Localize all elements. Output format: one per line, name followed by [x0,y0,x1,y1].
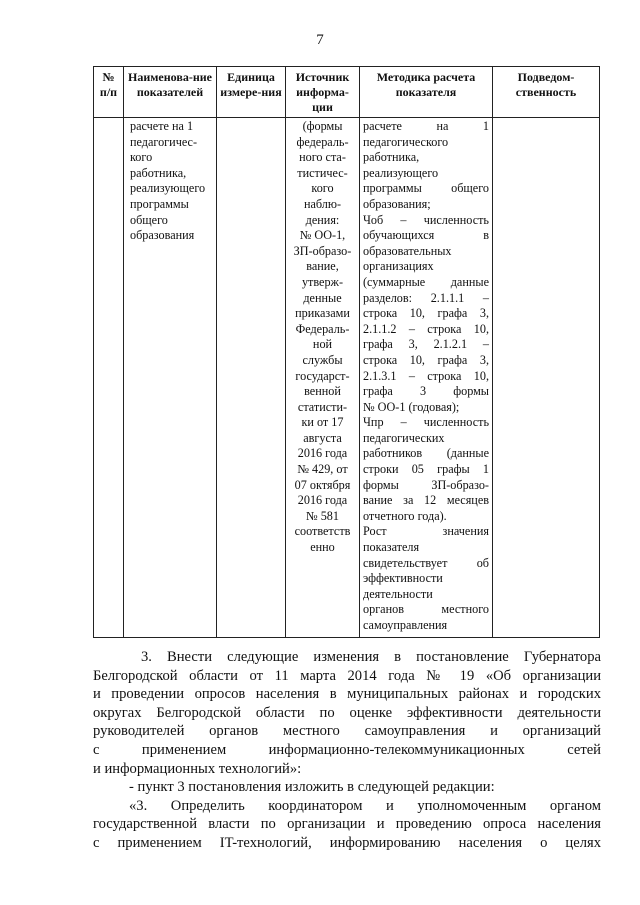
cell-line: ки от 17 [301,415,344,430]
cell-line: графа 3, 2.1.2.1 – [363,337,489,352]
cell-line: дения: [305,212,340,227]
cell-line: свидетельствует об [363,555,489,570]
cell-line: обучающихся в [363,228,489,243]
table-row [94,118,600,638]
cell-line: общего [130,212,168,227]
cell-line: тистичес- [297,165,348,180]
body-line: 3. Внести следующие изменения в постановление Губернатора [141,649,601,665]
cell-line: ной [312,337,333,352]
cell-line: программы [130,196,189,211]
header-unit: Единица измере-ния [217,67,286,118]
cell-line: расчете на 1 [130,119,194,133]
cell-line: (формы [302,119,343,133]
body-line: - пункт 3 постановления изложить в следующей редакции: [129,779,495,796]
cell-line: педагогичес- [130,134,198,149]
header-number: № п/п [94,67,124,118]
cell-line: показателя [363,540,420,555]
cell-line: 2.1.3.1 – строка 10, [363,368,489,383]
cell-line: образования [130,228,195,243]
body-line: руководителей органов местного самоуправления и организаций [93,723,601,740]
cell-line: Чоб – численность [363,212,489,227]
cell-line: утверж- [301,274,344,289]
header-source: Источник информа-ции [286,67,360,118]
cell-line: № 581 [306,508,339,523]
cell-line: Рост значения [363,524,489,539]
cell-line: строка 10, графа 3, [363,306,489,321]
cell-subordination [493,118,600,638]
cell-line: организациях [363,259,434,274]
cell-line: Чпр – численность [363,415,489,430]
cell-line: образования; [363,196,431,211]
cell-line: Федераль- [295,321,350,336]
cell-line: расчете на 1 [363,119,489,133]
cell-line: 2.1.1.2 – строка 10, [363,321,489,336]
cell-line: енно [310,540,335,555]
body-line: с применением информационно-телекоммуникационных сетей [93,741,601,758]
body-text [93,648,601,853]
cell-line: строка 10, графа 3, [363,352,489,367]
cell-line: деятельности [363,586,433,601]
body-line: и проведении опросов населения в муниципальных районах и городских [93,686,601,703]
page-number: 7 [316,32,324,48]
header-indicator-name: Наименова-ние показателей [124,67,217,118]
body-line: и информационных технологий»: [93,760,302,777]
cell-line: образовательных [363,243,452,258]
cell-line: службы [302,352,343,367]
cell-line: реализующего [130,181,206,196]
cell-line: разделов: 2.1.1.1 – [363,290,489,305]
cell-line: ного ста- [299,150,346,165]
cell-line: отчетного года). [363,508,447,523]
cell-line: органов местного [363,602,489,617]
cell-line: (суммарные данные [363,274,489,289]
cell-line: кого [311,181,334,196]
cell-line: 2016 года [297,446,348,461]
body-line: с применением IT-технологий, информированию населения о целях [93,834,601,851]
cell-line: педагогических [363,430,445,445]
cell-line: работников (данные [363,446,489,461]
cell-line: венной [304,384,341,399]
cell-line: соответств [294,524,351,539]
cell-line: государст- [295,368,350,383]
cell-line: программы общего [363,181,489,196]
body-line: государственной власти по организации и проведению опроса населения [93,816,601,833]
cell-line: наблю- [303,196,342,211]
body-line: «3. Определить координатором и уполномоченным органом [129,797,601,814]
cell-line: эффективности [363,571,443,586]
cell-line: № ОО-1 (годовая); [363,399,460,414]
cell-line: строки 05 графы 1 [363,462,489,477]
cell-line: 07 октября [294,477,351,492]
cell-line: формы ЗП-образо- [363,477,489,492]
cell-line: федераль- [296,134,349,149]
cell-line: работника, [363,150,420,165]
cell-line: № 429, от [297,462,348,477]
cell-line: статисти- [297,399,348,414]
header-method: Методика расчета показателя [360,67,493,118]
cell-line: работника, [130,165,187,180]
cell-line: приказами [295,306,350,321]
cell-line: реализующего [363,165,439,180]
cell-line: графа 3 формы [363,384,489,399]
cell-line: вание, [306,259,339,274]
cell-source [286,118,360,638]
cell-line: ЗП-образо- [293,243,352,258]
cell-number [94,118,124,638]
cell-line: самоуправления [363,618,448,632]
header-subordination: Подведом-ственность [493,67,600,118]
cell-line: кого [130,150,153,165]
cell-indicator-name [124,118,217,638]
indicator-table [93,66,599,638]
body-line: округах Белгородской области по оценке эффективности деятельности [93,704,601,721]
cell-line: № ОО-1, [299,228,346,243]
body-line: Белгородской области от 11 марта 2014 года № 19 «Об организации [93,667,601,684]
cell-unit [217,118,286,638]
cell-line: августа [303,430,342,445]
cell-method [360,118,493,638]
cell-line: педагогического [363,134,449,149]
table-header-row [94,67,600,118]
cell-line: денные [303,290,342,305]
cell-line: 2016 года [297,493,348,508]
cell-line: вание за 12 месяцев [363,493,489,508]
